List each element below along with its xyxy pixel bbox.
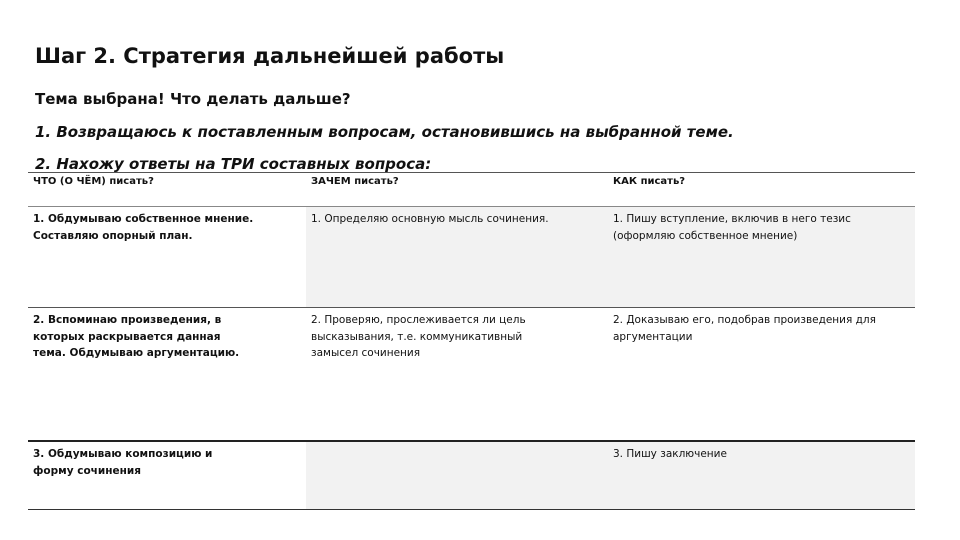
table-cell: 1. Определяю основную мысль сочинения. [306, 207, 608, 307]
table-cell: 3. Обдумываю композицию и форму сочинения [33, 448, 213, 477]
table-row [28, 207, 915, 308]
table-cell: 3. Пишу заключение [608, 442, 915, 509]
slide-title: Шаг 2. Стратегия дальнейшей работы [35, 44, 505, 68]
table-cell: 2. Проверяю, прослеживается ли цель высказывания, т.е. коммуникативный замысел сочинения [311, 314, 526, 359]
table-cell: 1. Пишу вступление, включив в него тезис (оформляю собственное мнение) [608, 207, 915, 307]
table-cell: 1. Обдумываю собственное мнение. Составляю опорный план. [33, 213, 254, 242]
table-cell: 2. Вспоминаю произведения, в которых раскрывается данная тема. Обдумываю аргументацию. [33, 314, 240, 359]
header-why: ЗАЧЕМ писать? [311, 176, 399, 187]
step-point-1: 1. Возвращаюсь к поставленным вопросам, остановившись на выбранной теме. [35, 123, 734, 141]
table-row [28, 442, 915, 510]
header-how: КАК писать? [613, 176, 686, 187]
step-point-2: 2. Нахожу ответы на ТРИ составных вопроса: [35, 155, 432, 173]
strategy-table [28, 172, 915, 510]
table-cell: 2. Доказываю его, подобрав произведения для аргументации [613, 314, 876, 343]
table-row [28, 308, 915, 442]
slide-subtitle: Тема выбрана! Что делать дальше? [35, 90, 351, 108]
table-header-row [28, 173, 915, 207]
header-what: ЧТО (О ЧЁМ) писать? [33, 176, 154, 187]
table-cell [306, 442, 608, 509]
